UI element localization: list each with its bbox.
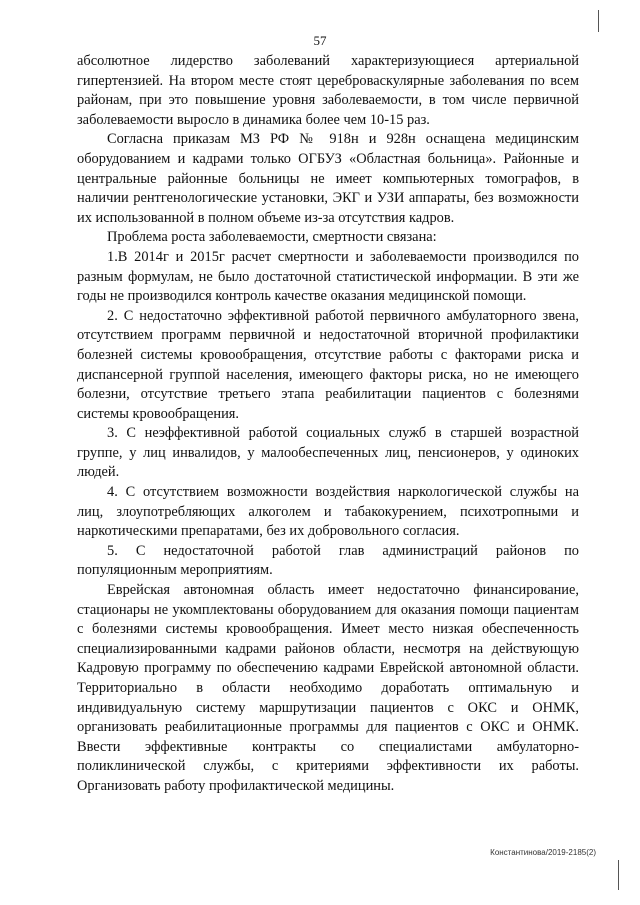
scan-edge-mark-top — [598, 10, 599, 32]
paragraph-problem-intro: Проблема роста заболеваемости, смертности связана: — [107, 229, 437, 246]
scan-edge-mark-bottom — [618, 860, 619, 890]
document-body — [77, 52, 579, 797]
list-item-4: 4. С отсутствием возможности воздействия наркологической службы на лиц, злоупотребляющих алкоголем и табакокурением, психотропными и наркотическими препаратами, без их добровольного согласия. — [77, 484, 579, 540]
list-item-3: 3. С неэффективной работой социальных служб в старшей возрастной группе, у лиц инвалидов, у малообеспеченных лиц, пенсионеров, у одиноких людей. — [77, 425, 579, 481]
list-item-1: 1.В 2014г и 2015г расчет смертности и заболеваемости производился по разным формулам, не было достаточной статистической информации. В эти же годы не производился контроль качестве оказания медицинской помощи. — [77, 248, 579, 305]
paragraph-equipment-orders: Согласна приказам МЗ РФ № 918н и 928н оснащена медицинским оборудованием и кадрами только ОГБУЗ «Областная больница». Районные и центральные районные больницы не имеет компьютерных томографов, в наличии рентгенологические установки, ЭКГ и УЗИ аппараты, без возможности их использованной в полном объеме из-за отсутствия кадров. — [77, 131, 579, 226]
list-item-5: 5. С недостаточной работой глав администраций районов по популяционным мероприятиям. — [77, 542, 579, 579]
document-footer-code: Константинова/2019-2185(2) — [490, 848, 596, 857]
page-number: 57 — [313, 33, 327, 48]
paragraph-region-summary: Еврейская автономная область имеет недостаточно финансирование, стационары не укомплектованы оборудованием для оказания помощи пациентам с болезнями системы кровообращения. Имеет место низкая обеспеченность специализированными кадрами районов области, несмотря на действующую Кадровую программу по обеспечению кадрами Еврейской автономной области. Территориально в области необходимо доработать оптимальную и индивидуальную систему маршрутизации пациентов с ОКС и ОНМК, организовать реабилитационные программы для пациентов с ОКС и ОНМК. Ввести эффективные контракты со специалистами амбулаторно-поликлинической службы, с критериями эффективности их работы. Организовать работу профилактической медицины. — [77, 582, 579, 794]
list-item-2: 2. С недостаточно эффективной работой первичного амбулаторного звена, отсутствием программ первичной и недостаточной вторичной профилактики болезней системы кровообращения, отсутствие работы с факторами риска и диспансерной группой населения, имеющего факторы риска, но не имеющего болезни, отсутствие третьего этапа реабилитации пациентов с болезнями системы кровообращения. — [77, 307, 579, 422]
paragraph-continuation: абсолютное лидерство заболеваний характеризующиеся артериальной гипертензией. На втором месте стоят цереброваскулярные заболевания по всем районам, при это повышение уровня заболеваемости, в том числе первичной заболеваемости выросло в динамика более чем 10-15 раз. — [77, 53, 579, 128]
